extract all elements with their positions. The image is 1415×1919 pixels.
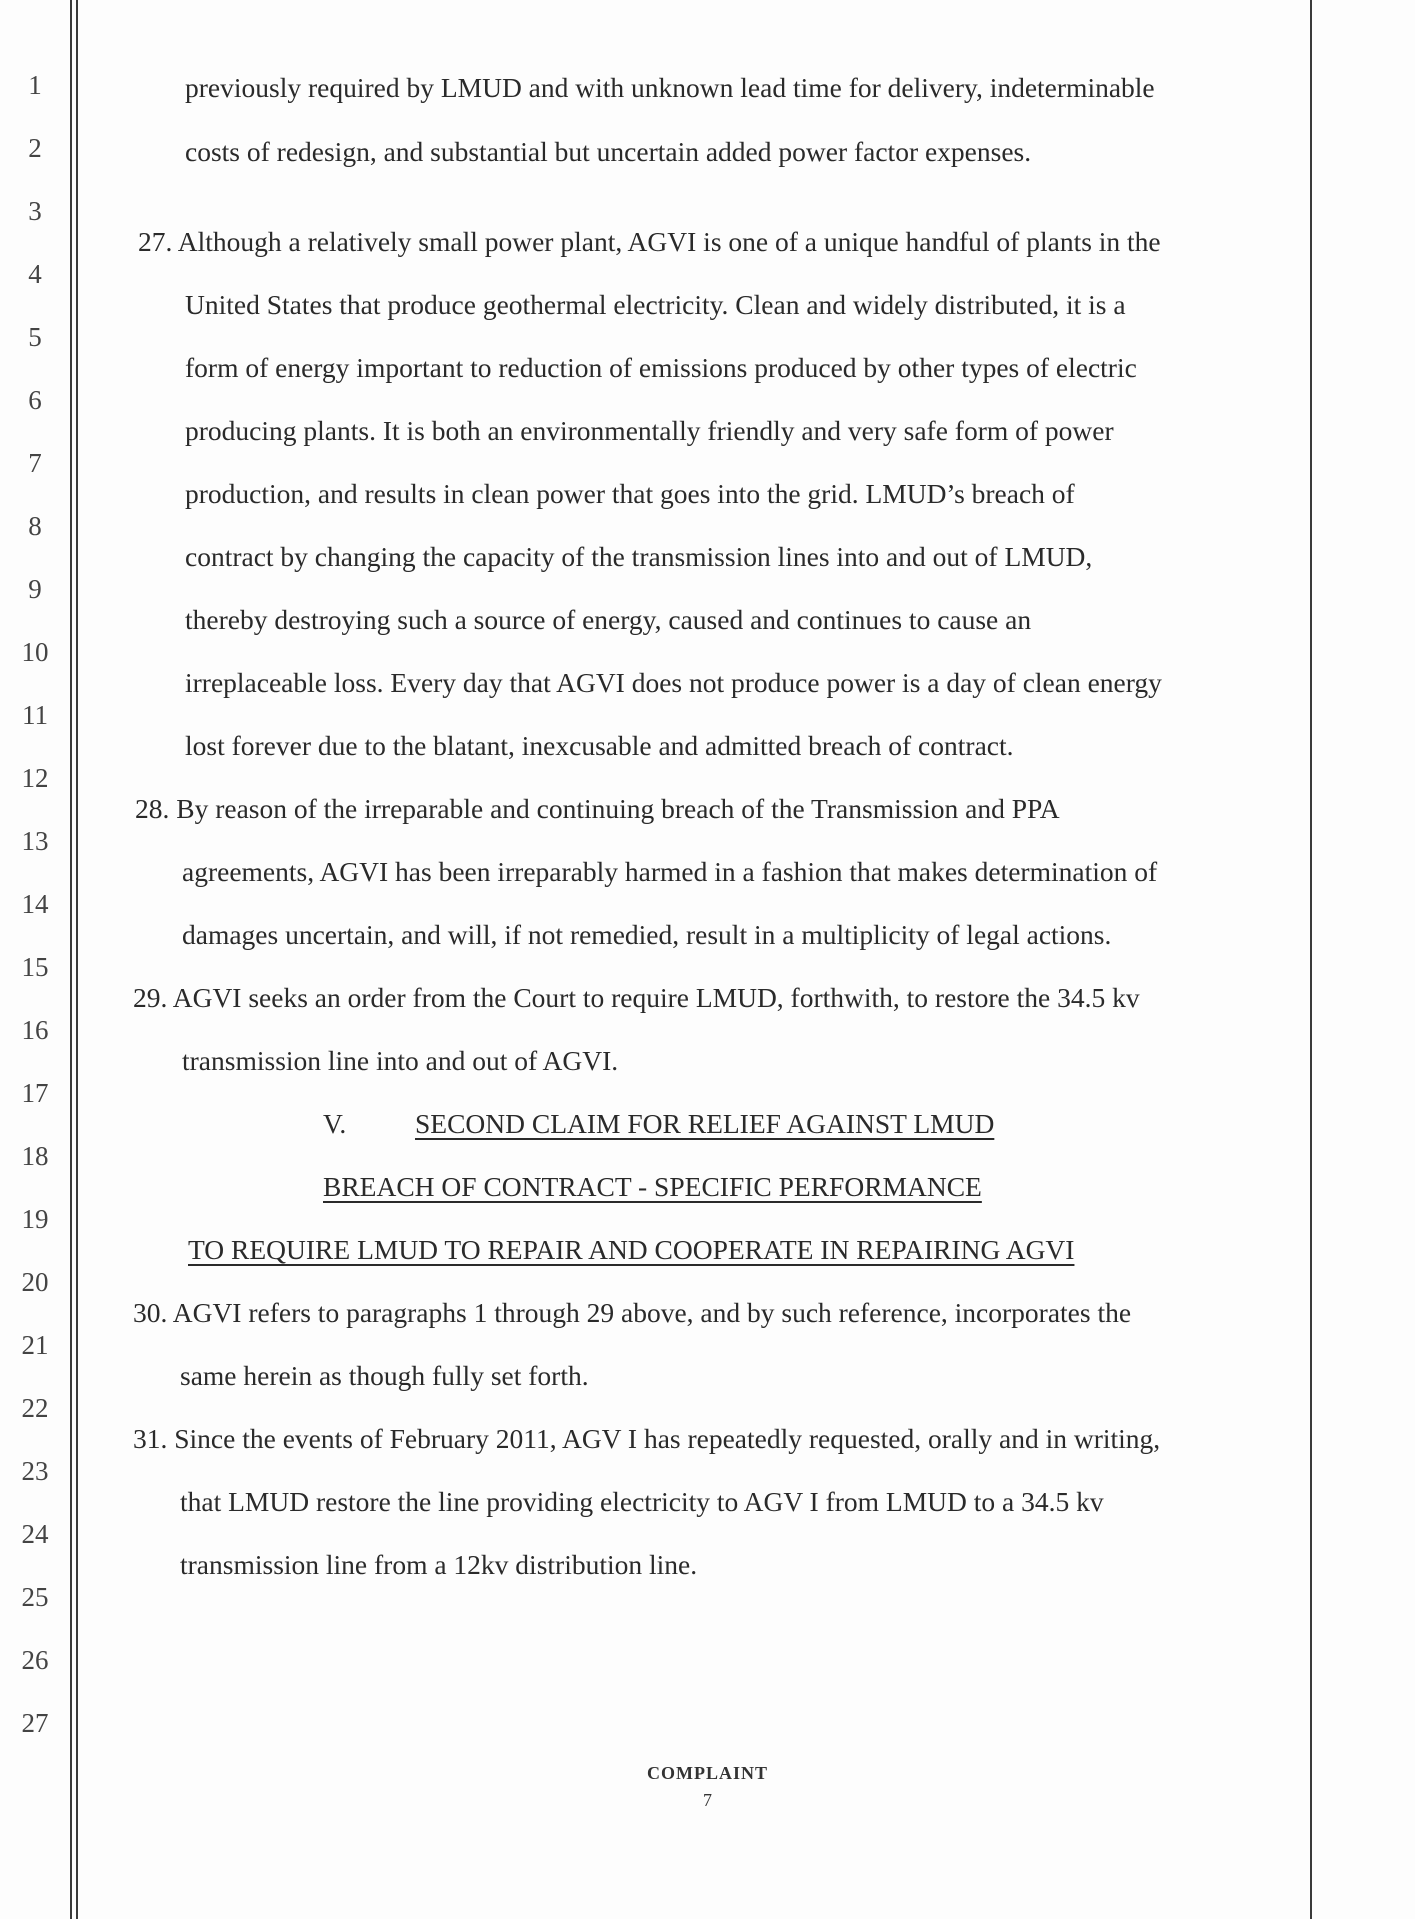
paragraph-29-line: 29. AGVI seeks an order from the Court to require LMUD, forthwith, to restore the 34.5 kv	[133, 982, 1140, 1013]
line-number: 1	[28, 70, 42, 100]
body-text-line: costs of redesign, and substantial but uncertain added power factor expenses.	[185, 136, 1032, 167]
paragraph-27-line: 27. Although a relatively small power plant, AGVI is one of a unique handful of plants in the	[138, 226, 1161, 257]
line-number: 3	[28, 196, 42, 226]
body-text-line: form of energy important to reduction of emissions produced by other types of electric	[185, 352, 1137, 383]
line-number: 24	[21, 1519, 49, 1549]
line-number: 25	[21, 1582, 49, 1612]
line-number: 18	[21, 1141, 49, 1171]
left-margin-rule-inner	[76, 0, 78, 1919]
line-number: 17	[21, 1078, 49, 1108]
paragraph-28-line: 28. By reason of the irreparable and continuing breach of the Transmission and PPA	[135, 793, 1060, 824]
line-number-column	[0, 0, 70, 1919]
body-text-line: producing plants. It is both an environmentally friendly and very safe form of power	[185, 415, 1114, 446]
line-number: 22	[21, 1393, 49, 1423]
body-text-line: agreements, AGVI has been irreparably harmed in a fashion that makes determination of	[182, 856, 1158, 887]
line-number: 7	[28, 448, 42, 478]
line-number: 4	[28, 259, 42, 289]
body-text-line: that LMUD restore the line providing electricity to AGV I from LMUD to a 34.5 kv	[180, 1486, 1104, 1517]
line-number: 6	[28, 385, 42, 415]
body-text-line: United States that produce geothermal electricity. Clean and widely distributed, it is a	[185, 289, 1126, 320]
line-number: 8	[28, 511, 42, 541]
line-number: 21	[21, 1330, 49, 1360]
body-text-line: previously required by LMUD and with unknown lead time for delivery, indeterminable	[185, 72, 1155, 103]
body-text-line: lost forever due to the blatant, inexcusable and admitted breach of contract.	[185, 730, 1014, 761]
line-number: 23	[21, 1456, 49, 1486]
line-number: 19	[21, 1204, 49, 1234]
section-heading-line-1: SECOND CLAIM FOR RELIEF AGAINST LMUD	[415, 1108, 995, 1139]
left-margin-rule-outer	[70, 0, 72, 1919]
section-heading-line-3: TO REQUIRE LMUD TO REPAIR AND COOPERATE IN REPAIRING AGVI	[188, 1234, 1075, 1265]
section-heading-line-2: BREACH OF CONTRACT - SPECIFIC PERFORMANCE	[323, 1171, 982, 1202]
body-text-line: irreplaceable loss. Every day that AGVI does not produce power is a day of clean energy	[185, 667, 1162, 698]
body-text-line: production, and results in clean power that goes into the grid. LMUD’s breach of	[185, 478, 1075, 509]
line-number: 15	[21, 952, 49, 982]
body-text-line: transmission line from a 12kv distribution line.	[180, 1549, 698, 1580]
line-number: 14	[21, 889, 49, 919]
line-number: 2	[28, 133, 42, 163]
line-number: 13	[21, 826, 49, 856]
line-number: 11	[22, 700, 48, 730]
line-number: 26	[21, 1645, 49, 1675]
line-number: 5	[28, 322, 42, 352]
body-text-line: damages uncertain, and will, if not remedied, result in a multiplicity of legal actions.	[182, 919, 1112, 950]
line-number: 12	[21, 763, 49, 793]
body-text-line: transmission line into and out of AGVI.	[182, 1045, 619, 1076]
line-number: 27	[21, 1708, 49, 1738]
footer-page-number: 7	[703, 1790, 712, 1810]
body-text-line: contract by changing the capacity of the transmission lines into and out of LMUD,	[185, 541, 1093, 572]
body-text-line: same herein as though fully set forth.	[180, 1360, 589, 1391]
line-number: 20	[21, 1267, 49, 1297]
line-number: 10	[21, 637, 49, 667]
body-text-line: thereby destroying such a source of energy, caused and continues to cause an	[185, 604, 1032, 635]
section-roman-numeral: V.	[323, 1108, 347, 1139]
line-number: 16	[21, 1015, 49, 1045]
paragraph-31-line: 31. Since the events of February 2011, AGV I has repeatedly requested, orally and in writing,	[133, 1423, 1161, 1454]
footer-document-title: COMPLAINT	[647, 1763, 768, 1783]
right-margin-rule	[1310, 0, 1312, 1919]
line-number: 9	[28, 574, 42, 604]
paragraph-30-line: 30. AGVI refers to paragraphs 1 through 29 above, and by such reference, incorporates the	[133, 1297, 1132, 1328]
